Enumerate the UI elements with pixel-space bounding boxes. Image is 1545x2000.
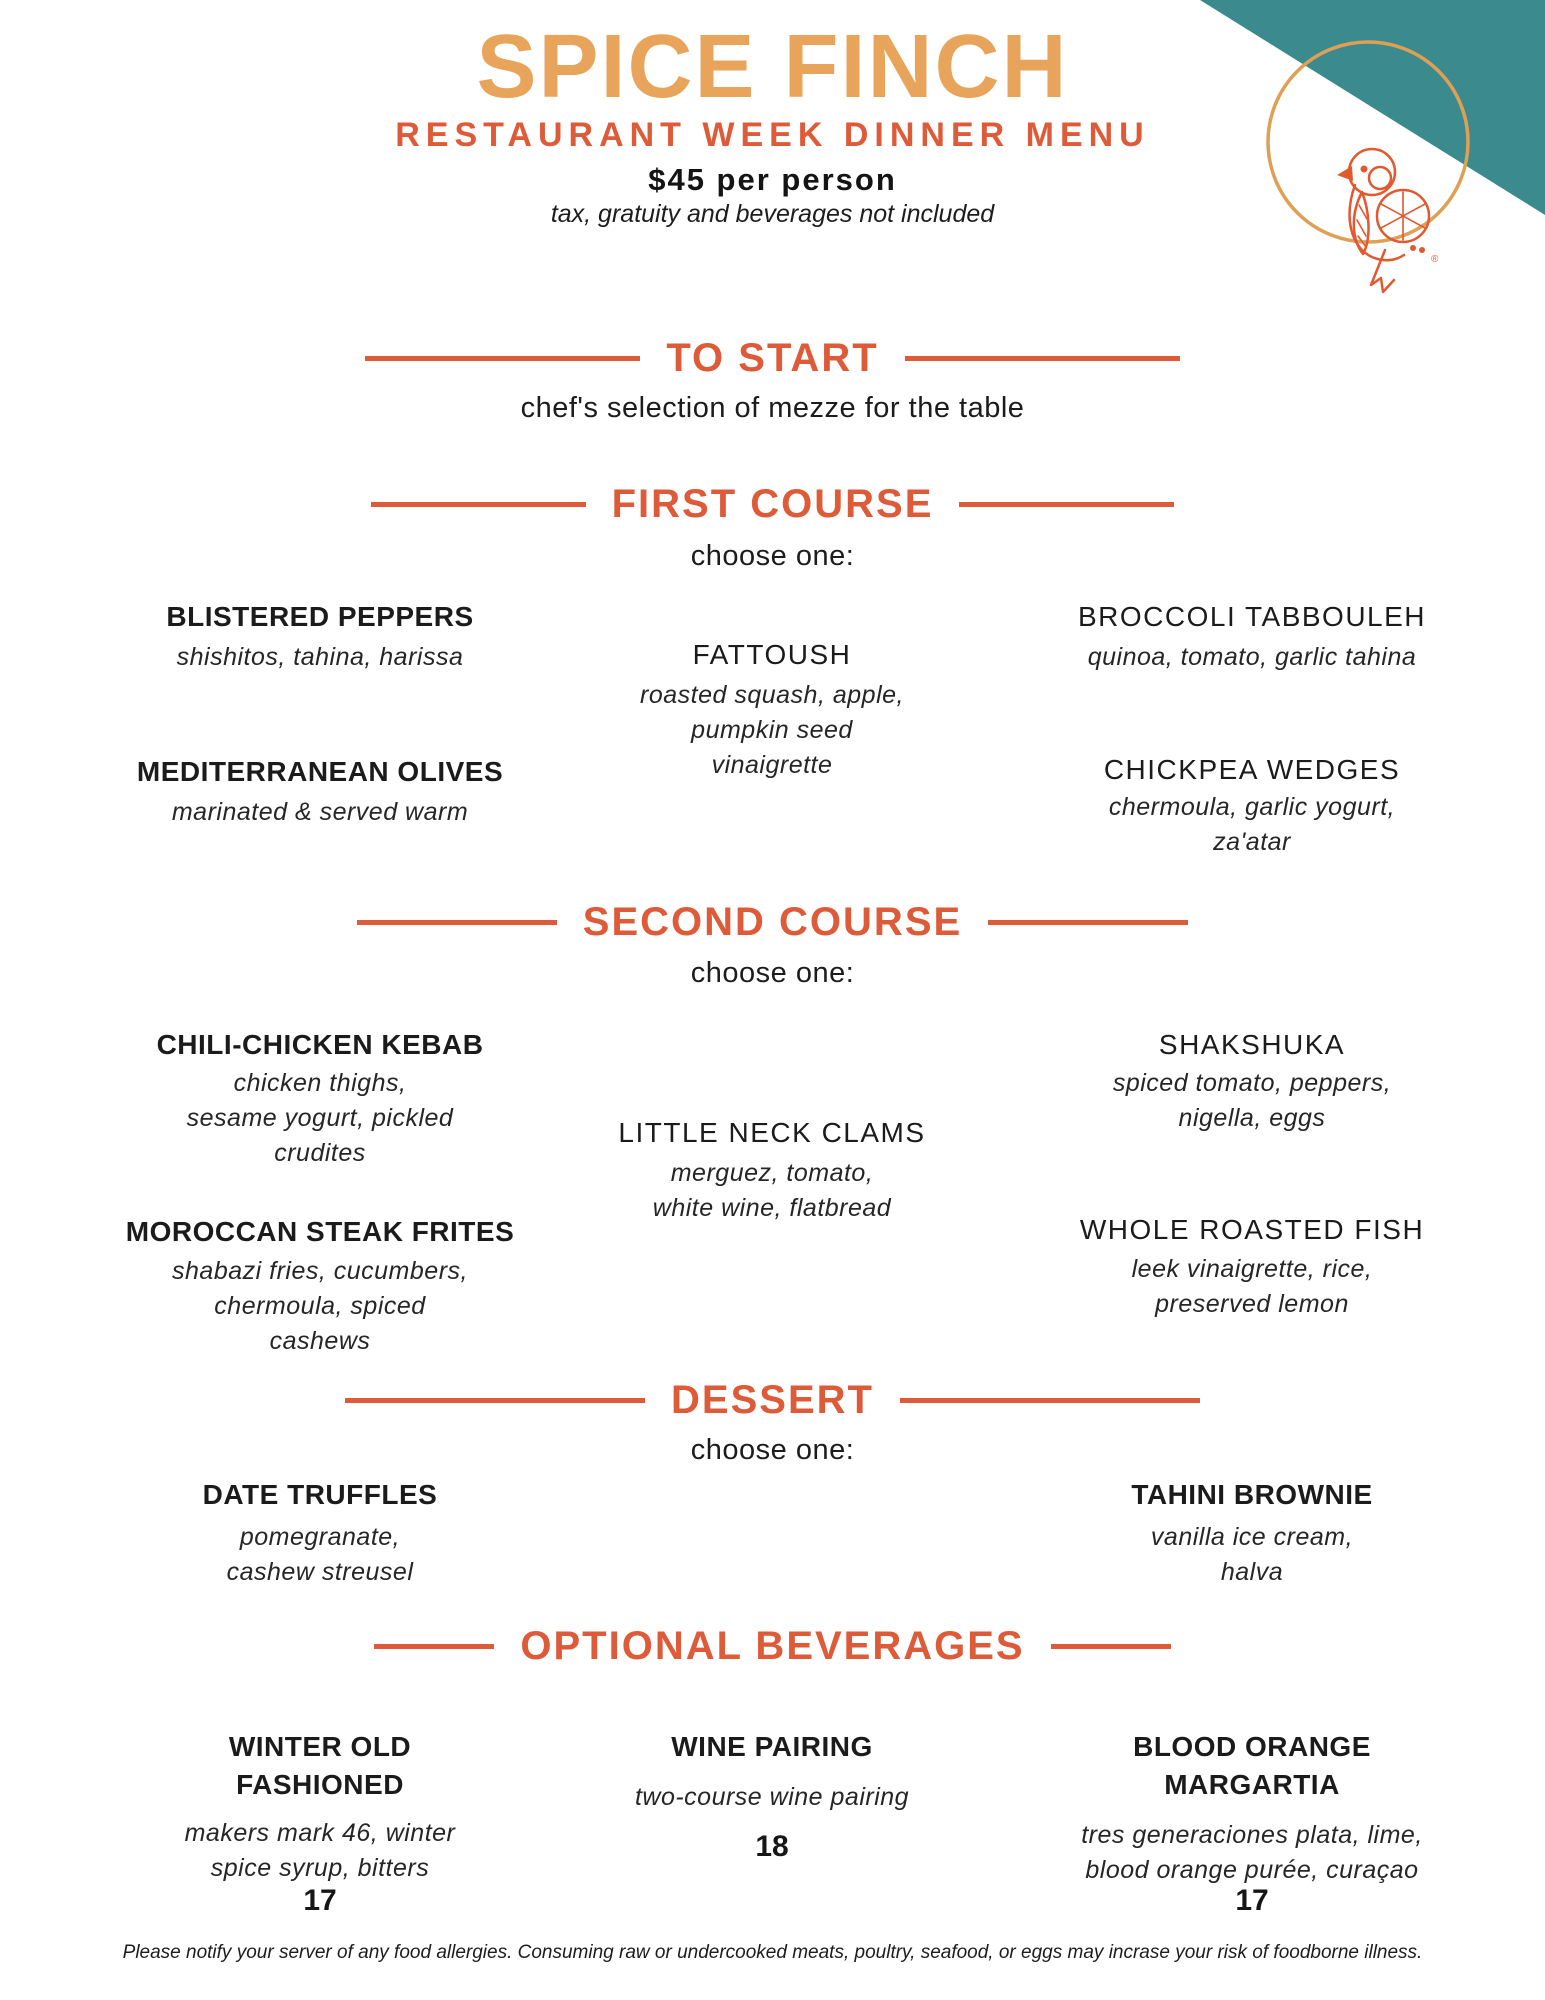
- item-name: MEDITERRANEAN OLIVES: [136, 756, 504, 787]
- heading-rule-right: [1051, 1644, 1171, 1649]
- heading-rule-right: [900, 1398, 1200, 1403]
- item-desc: pomegranate, cashew streusel: [226, 1523, 414, 1586]
- heading-rule-left: [345, 1398, 645, 1403]
- page-title: SPICE FINCH: [476, 17, 1069, 117]
- item-desc: leek vinaigrette, rice, preserved lemon: [1131, 1255, 1373, 1318]
- item-name: BLISTERED PEPPERS: [166, 601, 474, 632]
- section-beverages-heading-row: [0, 1626, 1545, 1666]
- registered-mark: ®: [1431, 254, 1439, 265]
- section-dessert-heading-row: [0, 1380, 1545, 1420]
- item-desc: marinated & served warm: [171, 798, 469, 826]
- item-name: TAHINI BROWNIE: [1131, 1479, 1373, 1510]
- finch-logo: [1100, 0, 1545, 310]
- section-heading-dessert: DESSERT: [671, 1378, 874, 1422]
- item-desc: shabazi fries, cucumbers, chermoula, spiced cashews: [172, 1257, 468, 1355]
- item-name: BROCCOLI TABBOULEH: [1077, 601, 1427, 632]
- item-desc: makers mark 46, winter spice syrup, bitters: [184, 1819, 456, 1882]
- item-name: WINE PAIRING: [671, 1731, 873, 1762]
- item-price: 17: [1235, 1884, 1269, 1917]
- item-name: SHAKSHUKA: [1158, 1029, 1346, 1060]
- item-desc: quinoa, tomato, garlic tahina: [1087, 643, 1417, 671]
- item-desc: spiced tomato, peppers, nigella, eggs: [1112, 1069, 1392, 1132]
- first-course-note: choose one:: [690, 540, 855, 572]
- item-name: DATE TRUFFLES: [202, 1479, 438, 1510]
- price-per-person: $45 per person: [648, 162, 897, 197]
- item-desc: chermoula, garlic yogurt, za'atar: [1108, 793, 1396, 856]
- item-price: 17: [303, 1884, 337, 1917]
- item-name: WINTER OLD FASHIONED: [228, 1731, 412, 1800]
- second-course-note: choose one:: [690, 957, 855, 989]
- item-desc: shishitos, tahina, harissa: [176, 643, 464, 671]
- heading-rule-left: [371, 502, 586, 507]
- item-name: CHILI-CHICKEN KEBAB: [156, 1029, 484, 1060]
- section-second-course-heading-row: [0, 902, 1545, 942]
- to-start-description: chef's selection of mezze for the table: [520, 392, 1025, 424]
- section-heading-to-start: TO START: [666, 336, 879, 380]
- item-desc: merguez, tomato, white wine, flatbread: [652, 1159, 892, 1222]
- heading-rule-right: [988, 920, 1188, 925]
- section-heading-optional-beverages: OPTIONAL BEVERAGES: [520, 1624, 1025, 1668]
- footer-disclaimer: Please notify your server of any food allergies. Consuming raw or undercooked meats, poultry, seafood, or eggs may incrase your risk of foodborne illness.: [122, 1942, 1423, 1963]
- item-desc: vanilla ice cream, halva: [1150, 1523, 1354, 1586]
- item-desc: roasted squash, apple, pumpkin seed vinaigrette: [640, 681, 904, 779]
- item-name: CHICKPEA WEDGES: [1103, 754, 1401, 785]
- section-to-start-heading-row: [0, 338, 1545, 378]
- section-heading-first-course: FIRST COURSE: [611, 482, 934, 526]
- item-name: FATTOUSH: [692, 639, 852, 670]
- dessert-note: choose one:: [690, 1434, 855, 1466]
- item-desc: two-course wine pairing: [634, 1783, 910, 1811]
- item-name: LITTLE NECK CLAMS: [618, 1117, 926, 1148]
- heading-rule-right: [959, 502, 1174, 507]
- teal-corner-triangle: [1200, 0, 1545, 215]
- item-desc: tres generaciones plata, lime, blood orange purée, curaçao: [1081, 1821, 1423, 1884]
- finch-bird-icon: [1337, 149, 1429, 292]
- section-first-course-heading-row: [0, 484, 1545, 524]
- heading-rule-left: [365, 356, 640, 361]
- heading-rule-right: [905, 356, 1180, 361]
- tax-note: tax, gratuity and beverages not included: [550, 200, 995, 228]
- item-name: MOROCCAN STEAK FRITES: [125, 1216, 515, 1247]
- item-price: 18: [755, 1830, 789, 1863]
- item-name: WHOLE ROASTED FISH: [1079, 1214, 1425, 1245]
- item-name: BLOOD ORANGE MARGARTIA: [1133, 1731, 1371, 1800]
- heading-rule-left: [357, 920, 557, 925]
- heading-rule-left: [374, 1644, 494, 1649]
- section-heading-second-course: SECOND COURSE: [582, 900, 963, 944]
- item-desc: chicken thighs, sesame yogurt, pickled crudites: [186, 1069, 454, 1167]
- page-subtitle: RESTAURANT WEEK DINNER MENU: [395, 116, 1150, 154]
